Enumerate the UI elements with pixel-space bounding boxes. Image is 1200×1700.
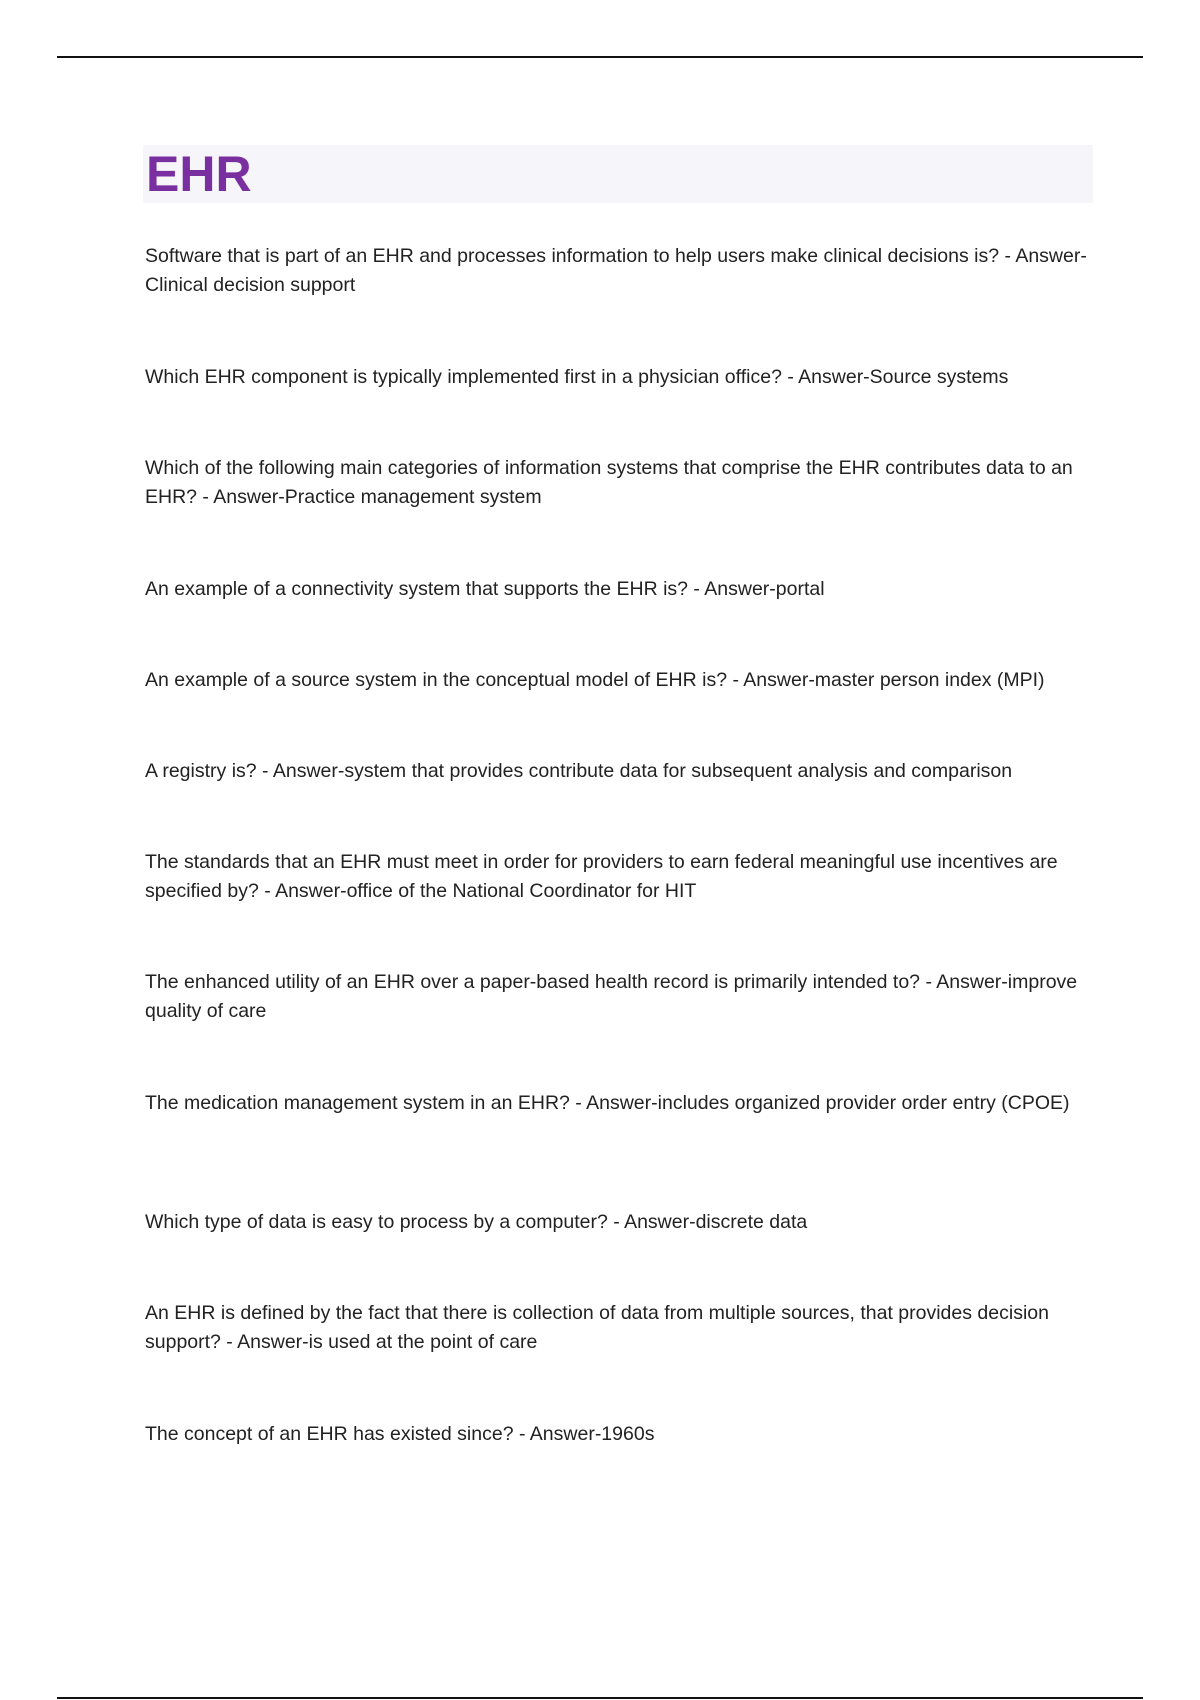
qa-item: An example of a source system in the conceptual model of EHR is? - Answer-master person index (MPI) <box>145 669 1045 691</box>
qa-item: Which type of data is easy to process by a computer? - Answer-discrete data <box>145 1211 808 1233</box>
qa-item: The concept of an EHR has existed since? - Answer-1960s <box>145 1423 655 1445</box>
qa-item: Which of the following main categories of information systems that comprise the EHR contributes data to an EHR? - Answer-Practice management system <box>145 457 1073 508</box>
qa-item: A registry is? - Answer-system that provides contribute data for subsequent analysis and comparison <box>145 760 1013 782</box>
qa-item: The standards that an EHR must meet in order for providers to earn federal meaningful use incentives are specified by? - Answer-office of the National Coordinator for HIT <box>145 851 1058 902</box>
qa-item: Which EHR component is typically implemented first in a physician office? - Answer-Source systems <box>145 366 1009 388</box>
qa-item: The enhanced utility of an EHR over a paper-based health record is primarily intended to? - Answer-improve quality of care <box>145 971 1078 1022</box>
bottom-rule <box>57 1697 1143 1699</box>
title-band <box>143 145 1093 203</box>
qa-item: An example of a connectivity system that supports the EHR is? - Answer-portal <box>145 578 825 600</box>
qa-item: An EHR is defined by the fact that there is collection of data from multiple sources, that provides decision support? - Answer-is used at the point of care <box>145 1302 1049 1353</box>
qa-item: The medication management system in an EHR? - Answer-includes organized provider order entry (CPOE) <box>145 1092 1070 1114</box>
top-rule <box>57 56 1143 58</box>
page-title: EHR <box>146 146 252 202</box>
qa-item: Software that is part of an EHR and processes information to help users make clinical decisions is? - Answer-Clinical decision support <box>145 245 1087 296</box>
